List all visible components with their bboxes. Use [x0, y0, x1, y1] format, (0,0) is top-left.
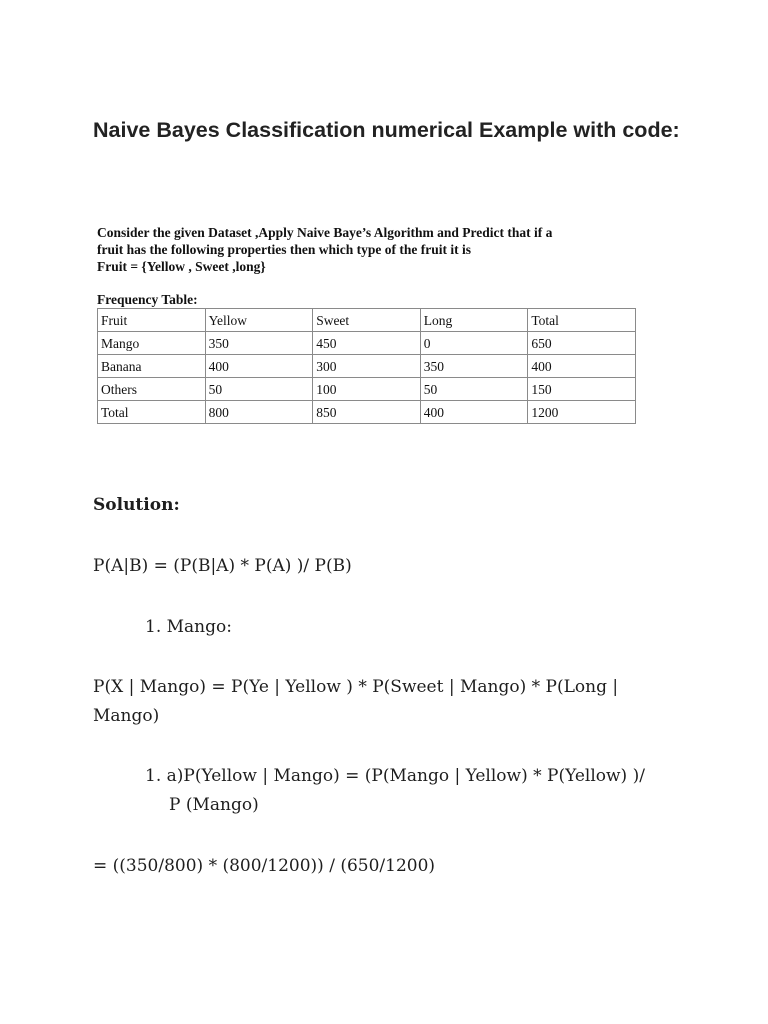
- frequency-table-label: Frequency Table:: [97, 292, 198, 307]
- table-row: [98, 355, 636, 378]
- table-cell: 350: [420, 355, 528, 378]
- calculation-line: = ((350/800) * (800/1200)) / (650/1200): [93, 856, 436, 876]
- table-cell: 100: [313, 378, 421, 401]
- page-heading: Naive Bayes Classification numerical Example with code:: [93, 118, 680, 142]
- table-cell: 400: [528, 355, 636, 378]
- solution-heading: Solution:: [93, 495, 180, 515]
- header-cell: Yellow: [205, 309, 313, 332]
- table-cell: 800: [205, 401, 313, 424]
- table-cell: Total: [98, 401, 206, 424]
- table-cell: 650: [528, 332, 636, 355]
- table-header-row: [98, 309, 636, 332]
- table-cell: Banana: [98, 355, 206, 378]
- header-cell: Long: [420, 309, 528, 332]
- table-cell: 300: [313, 355, 421, 378]
- table-cell: 450: [313, 332, 421, 355]
- problem-statement-image: [93, 224, 641, 424]
- problem-line-2: fruit has the following properties then which type of the fruit it is: [97, 242, 471, 257]
- bayes-formula: P(A|B) = (P(B|A) * P(A) )/ P(B): [93, 556, 352, 576]
- table-row: [98, 378, 636, 401]
- table-row: [98, 401, 636, 424]
- sub-item-yellow-given-mango: 1. a)P(Yellow | Mango) = (P(Mango | Yellow) * P(Yellow) )/ P (Mango): [145, 766, 645, 815]
- header-cell: Fruit: [98, 309, 206, 332]
- table-cell: 0: [420, 332, 528, 355]
- table-cell: 400: [205, 355, 313, 378]
- table-cell: 400: [420, 401, 528, 424]
- header-cell: Total: [528, 309, 636, 332]
- mango-likelihood-formula: P(X | Mango) = P(Ye | Yellow ) * P(Sweet | Mango) * P(Long | Mango): [93, 677, 619, 726]
- table-cell: Others: [98, 378, 206, 401]
- problem-line-1: Consider the given Dataset ,Apply Naive Baye’s Algorithm and Predict that if a: [97, 225, 553, 240]
- problem-line-3: Fruit = {Yellow , Sweet ,long}: [97, 259, 266, 274]
- table-cell: Mango: [98, 332, 206, 355]
- table-cell: 50: [420, 378, 528, 401]
- table-cell: 50: [205, 378, 313, 401]
- header-cell: Sweet: [313, 309, 421, 332]
- problem-statement: [97, 224, 641, 275]
- table-cell: 350: [205, 332, 313, 355]
- table-cell: 850: [313, 401, 421, 424]
- list-item-mango: 1. Mango:: [145, 617, 232, 637]
- table-cell: 1200: [528, 401, 636, 424]
- frequency-table: [97, 308, 636, 424]
- table-cell: 150: [528, 378, 636, 401]
- table-row: [98, 332, 636, 355]
